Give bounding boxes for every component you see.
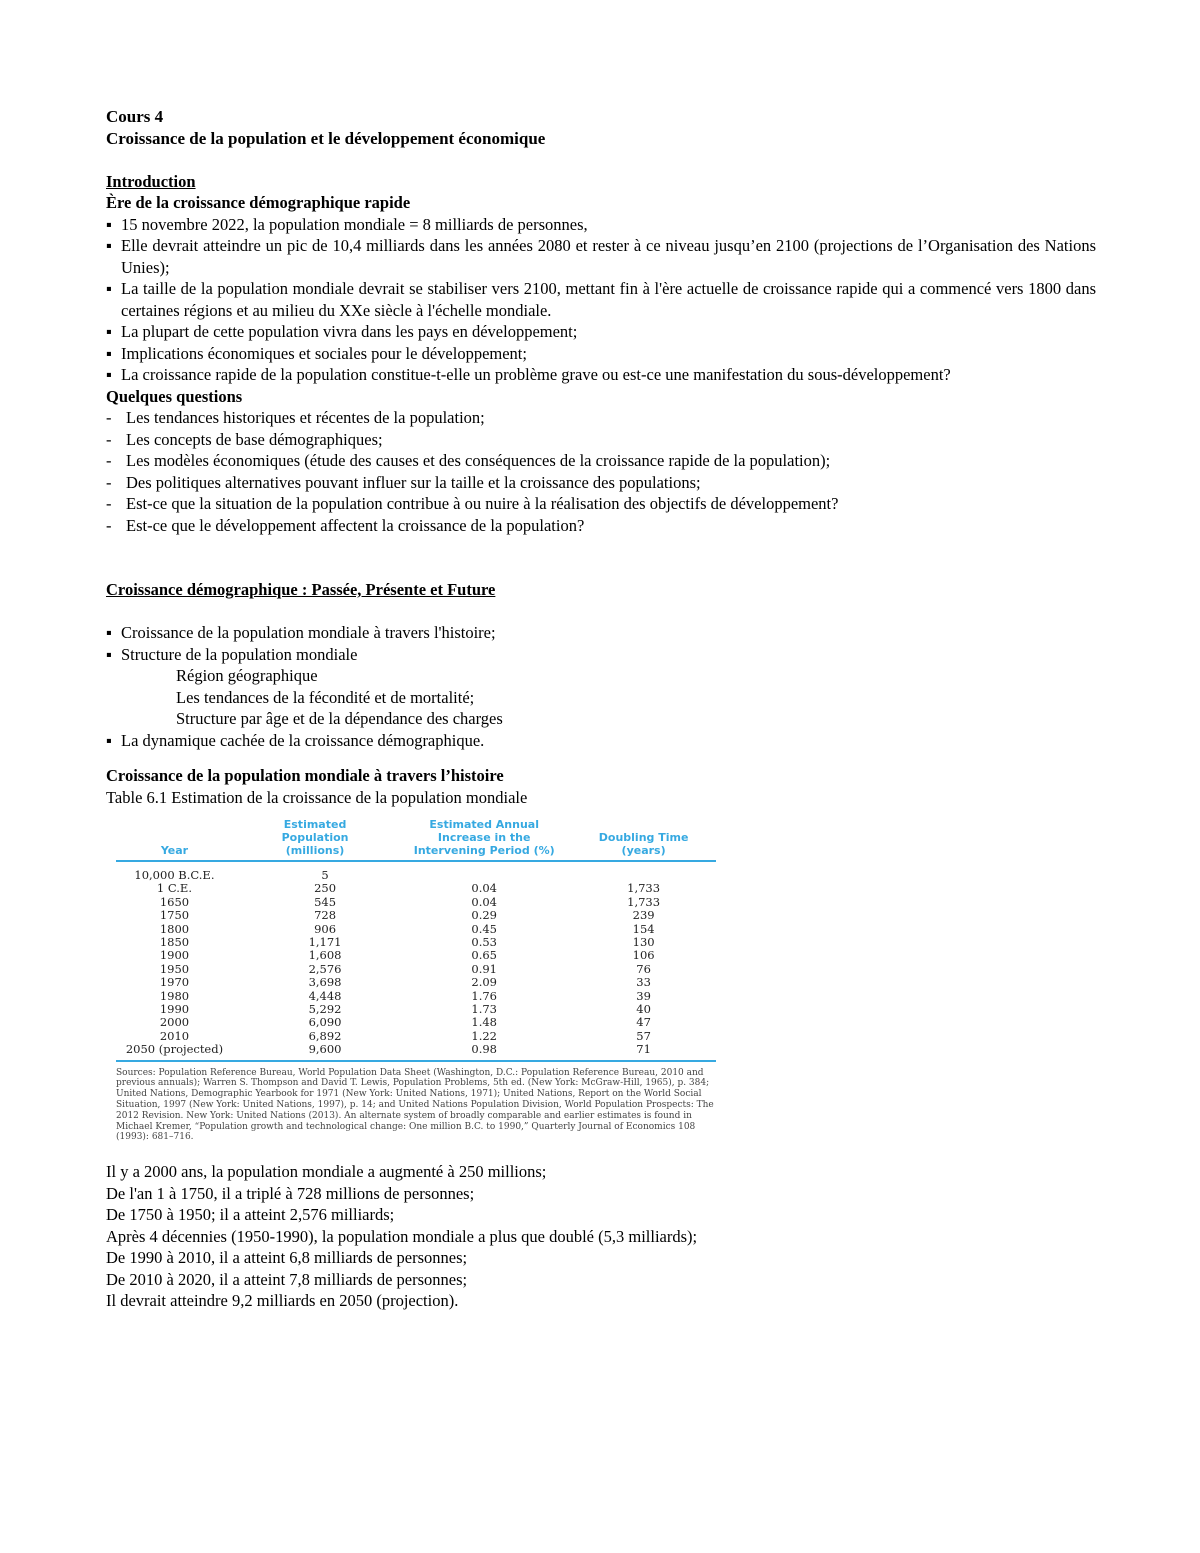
table-cell: 6,892 — [308, 1028, 342, 1043]
bullet-item: ▪ Implications économiques et sociales pour le développement; — [106, 343, 527, 363]
table-cell: 239 — [632, 908, 655, 923]
table-row — [116, 976, 716, 989]
bullet-item: ▪ Structure de la population mondiale — [106, 644, 358, 664]
table-cell: 2000 — [159, 1015, 190, 1030]
bullet-marker: ▪ — [106, 644, 112, 664]
table-cell: 1.73 — [471, 1002, 497, 1017]
table-cell: 0.29 — [471, 908, 497, 923]
table-cell: 1750 — [159, 908, 190, 923]
table-cell: 2,576 — [308, 961, 342, 976]
header-annual-increase: Estimated Annual Increase in the Intervening Period (%) — [397, 818, 571, 861]
table-cell: 39 — [636, 988, 651, 1003]
table-cell: 154 — [632, 921, 655, 936]
table-sources: Sources: Population Reference Bureau, World Population Data Sheet (Washington, D.C.: Population Reference Bureau, 2010 and previous annuals); Warren S. Thompson and David T. Lewis, Population Problems, 5th ed. (New York: McGraw-Hill, 1965), p. 384; United Nations, Demographic Yearbook for 1971 (New York: United Nations, 1971); United Nations, Report on the World Social Situation, 1997 (New York: United Nations, 1997), p. 14; and United Nations Population Division, World Population Prospects: The 2012 Revision. New York: United Nations (2013). An alternate system of broadly comparable and earlier estimates is found in Michael Kremer, “Population growth and technological change: One million B.C. to 1990,” Quarterly Journal of Economics 108 (1993): 681–716. — [116, 1067, 714, 1143]
table-cell: 6,090 — [308, 1015, 342, 1030]
table-cell: 10,000 B.C.E. — [134, 868, 215, 882]
table-cell: 250 — [314, 881, 337, 896]
summary-line: De 1990 à 2010, il a atteint 6,8 milliards de personnes; — [106, 1248, 468, 1268]
section2-heading: Croissance démographique : Passée, Présente et Future — [106, 580, 496, 599]
table-row — [116, 861, 716, 882]
dash-marker: - — [106, 451, 112, 470]
table-row — [116, 1003, 716, 1016]
table-row — [116, 949, 716, 962]
table-cell: 40 — [636, 1002, 651, 1017]
spacer — [106, 149, 1096, 171]
header-year: Year — [116, 818, 233, 861]
table-cell: 5 — [321, 868, 329, 882]
table-cell: 47 — [636, 1015, 651, 1030]
table-row — [116, 882, 716, 895]
table-row — [116, 1016, 716, 1029]
header-population: Estimated Population (millions) — [233, 818, 397, 861]
section3-heading: Croissance de la population mondiale à travers l’histoire — [106, 766, 504, 785]
bullet-marker: ▪ — [106, 279, 112, 298]
dash-marker: - — [106, 472, 112, 492]
table-cell: 1650 — [159, 894, 190, 909]
table-row — [116, 896, 716, 909]
table-header-row — [116, 818, 716, 861]
summary-lines — [106, 1161, 1096, 1312]
intro-heading: Introduction — [106, 171, 196, 191]
document-title: Croissance de la population et le développement économique — [106, 128, 546, 148]
bullet-item: ▪ 15 novembre 2022, la population mondiale = 8 milliards de personnes, — [106, 214, 588, 234]
bullet-item: ▪ La croissance rapide de la population constitue-t-elle un problème grave ou est-ce une manifestation du sous-développement? — [106, 365, 951, 384]
question-item: - Est-ce que le développement affectent la croissance de la population? — [106, 515, 585, 535]
table-cell: 1970 — [159, 975, 190, 990]
summary-line: De 2010 à 2020, il a atteint 7,8 milliards de personnes; — [106, 1269, 468, 1289]
table-cell: 3,698 — [308, 975, 342, 990]
table-cell: 2050 (projected) — [125, 1042, 224, 1057]
table-cell: 2010 — [159, 1028, 190, 1043]
section2-list — [106, 622, 1096, 751]
summary-line: De l'an 1 à 1750, il a triplé à 728 millions de personnes; — [106, 1183, 475, 1203]
summary-line: De 1750 à 1950; il a atteint 2,576 milliards; — [106, 1205, 395, 1225]
table-cell: 76 — [636, 961, 651, 976]
table-cell: 0.04 — [471, 881, 497, 896]
table-caption: Table 6.1 Estimation de la croissance de la population mondiale — [106, 787, 528, 807]
table-cell: 0.65 — [471, 948, 497, 963]
dash-marker: - — [106, 408, 112, 427]
table-cell: 0.98 — [471, 1042, 497, 1057]
table-cell: 1.48 — [471, 1015, 497, 1030]
bullet-marker: ▪ — [106, 365, 112, 384]
table-cell: 545 — [314, 894, 337, 909]
table-cell: 130 — [632, 935, 655, 950]
intro-bullet-list — [106, 214, 1096, 386]
sub-item: Région géographique — [176, 666, 318, 685]
table-cell: 906 — [314, 921, 337, 936]
bullet-item: ▪ La taille de la population mondiale devrait se stabiliser vers 2100, mettant fin à l'ère actuelle de croissance rapide qui a commencé vers 1800 dans certaines régions et au milieu du XXe siècle à l'échelle mondiale. — [106, 279, 1096, 320]
table-row — [116, 936, 716, 949]
table-cell: 5,292 — [308, 1002, 342, 1017]
bullet-marker: ▪ — [106, 623, 112, 642]
bullet-item: ▪ La dynamique cachée de la croissance démographique. — [106, 730, 485, 750]
table-cell: 1800 — [159, 921, 190, 936]
table-cell: 2.09 — [471, 975, 497, 990]
dash-marker: - — [106, 494, 112, 513]
spacer — [106, 601, 1096, 623]
sub-item: Structure par âge et de la dépendance des charges — [176, 709, 503, 728]
summary-line: Il devrait atteindre 9,2 milliards en 2050 (projection). — [106, 1291, 459, 1311]
table-cell: 1,171 — [308, 935, 342, 950]
question-item: - Les concepts de base démographiques; — [106, 429, 383, 449]
dash-marker: - — [106, 515, 112, 535]
intro-subheading: Ère de la croissance démographique rapide — [106, 193, 411, 212]
table-row — [116, 909, 716, 922]
table-cell: 33 — [636, 975, 651, 990]
questions-heading: Quelques questions — [106, 386, 243, 406]
table-cell: 0.91 — [471, 961, 497, 976]
spacer — [106, 751, 1096, 765]
table-cell: 1,733 — [627, 881, 661, 896]
bullet-item: ▪ Croissance de la population mondiale à travers l'histoire; — [106, 623, 496, 642]
question-item: - Les tendances historiques et récentes de la population; — [106, 408, 485, 427]
table-row — [116, 963, 716, 976]
question-item: - Est-ce que la situation de la population contribue à ou nuire à la réalisation des objectifs de développement? — [106, 494, 839, 513]
table-cell: 1850 — [159, 935, 190, 950]
summary-line: Après 4 décennies (1950-1990), la population mondiale a plus que doublé (5,3 milliards); — [106, 1226, 698, 1246]
document-page — [106, 106, 1096, 1312]
table-row — [116, 990, 716, 1003]
table-cell: 1990 — [159, 1002, 190, 1017]
table-row — [116, 923, 716, 936]
table-cell — [571, 861, 716, 882]
table-row — [116, 1043, 716, 1059]
table-cell: 1980 — [159, 988, 190, 1003]
table-cell: 1950 — [159, 961, 190, 976]
summary-line: Il y a 2000 ans, la population mondiale a augmenté à 250 millions; — [106, 1162, 547, 1182]
table-cell: 1900 — [159, 948, 190, 963]
table-cell: 1.76 — [471, 988, 497, 1003]
table-cell: 1.22 — [471, 1028, 497, 1043]
course-number: Cours 4 — [106, 107, 164, 126]
table-cell — [397, 861, 571, 882]
bullet-item: ▪ La plupart de cette population vivra dans les pays en développement; — [106, 322, 578, 341]
header-doubling-time: Doubling Time (years) — [571, 818, 716, 861]
table-cell: 0.45 — [471, 921, 497, 936]
questions-list — [106, 407, 1096, 536]
table-cell: 1 C.E. — [156, 881, 192, 896]
population-table-figure — [116, 818, 716, 1143]
table-row — [116, 1030, 716, 1043]
bullet-item: ▪ Elle devrait atteindre un pic de 10,4 milliards dans les années 2080 et rester à ce niveau jusqu’en 2100 (projections de l’Organisation des Nations Unies); — [106, 236, 1096, 277]
table-cell: 1,608 — [308, 948, 342, 963]
population-table — [116, 818, 716, 1060]
table-cell: 57 — [636, 1028, 651, 1043]
question-item: - Les modèles économiques (étude des causes et des conséquences de la croissance rapide de la population); — [106, 451, 831, 470]
question-item: - Des politiques alternatives pouvant influer sur la taille et la croissance des populations; — [106, 472, 701, 492]
table-cell: 1,733 — [627, 894, 661, 909]
bullet-marker: ▪ — [106, 214, 112, 234]
bullet-marker: ▪ — [106, 343, 112, 363]
table-cell: 9,600 — [308, 1042, 342, 1057]
table-cell: 728 — [314, 908, 337, 923]
table-cell: 106 — [632, 948, 655, 963]
dash-marker: - — [106, 429, 112, 449]
bullet-marker: ▪ — [106, 322, 112, 341]
sub-item: Les tendances de la fécondité et de mortalité; — [176, 687, 475, 707]
spacer — [106, 536, 1096, 579]
table-cell: 71 — [636, 1042, 651, 1057]
table-cell: 0.04 — [471, 894, 497, 909]
bullet-marker: ▪ — [106, 730, 112, 750]
bullet-marker: ▪ — [106, 236, 112, 255]
table-cell: 4,448 — [308, 988, 342, 1003]
table-bottom-rule — [116, 1060, 716, 1062]
spacer — [106, 1143, 1096, 1161]
table-cell: 0.53 — [471, 935, 497, 950]
table-body — [116, 861, 716, 1060]
